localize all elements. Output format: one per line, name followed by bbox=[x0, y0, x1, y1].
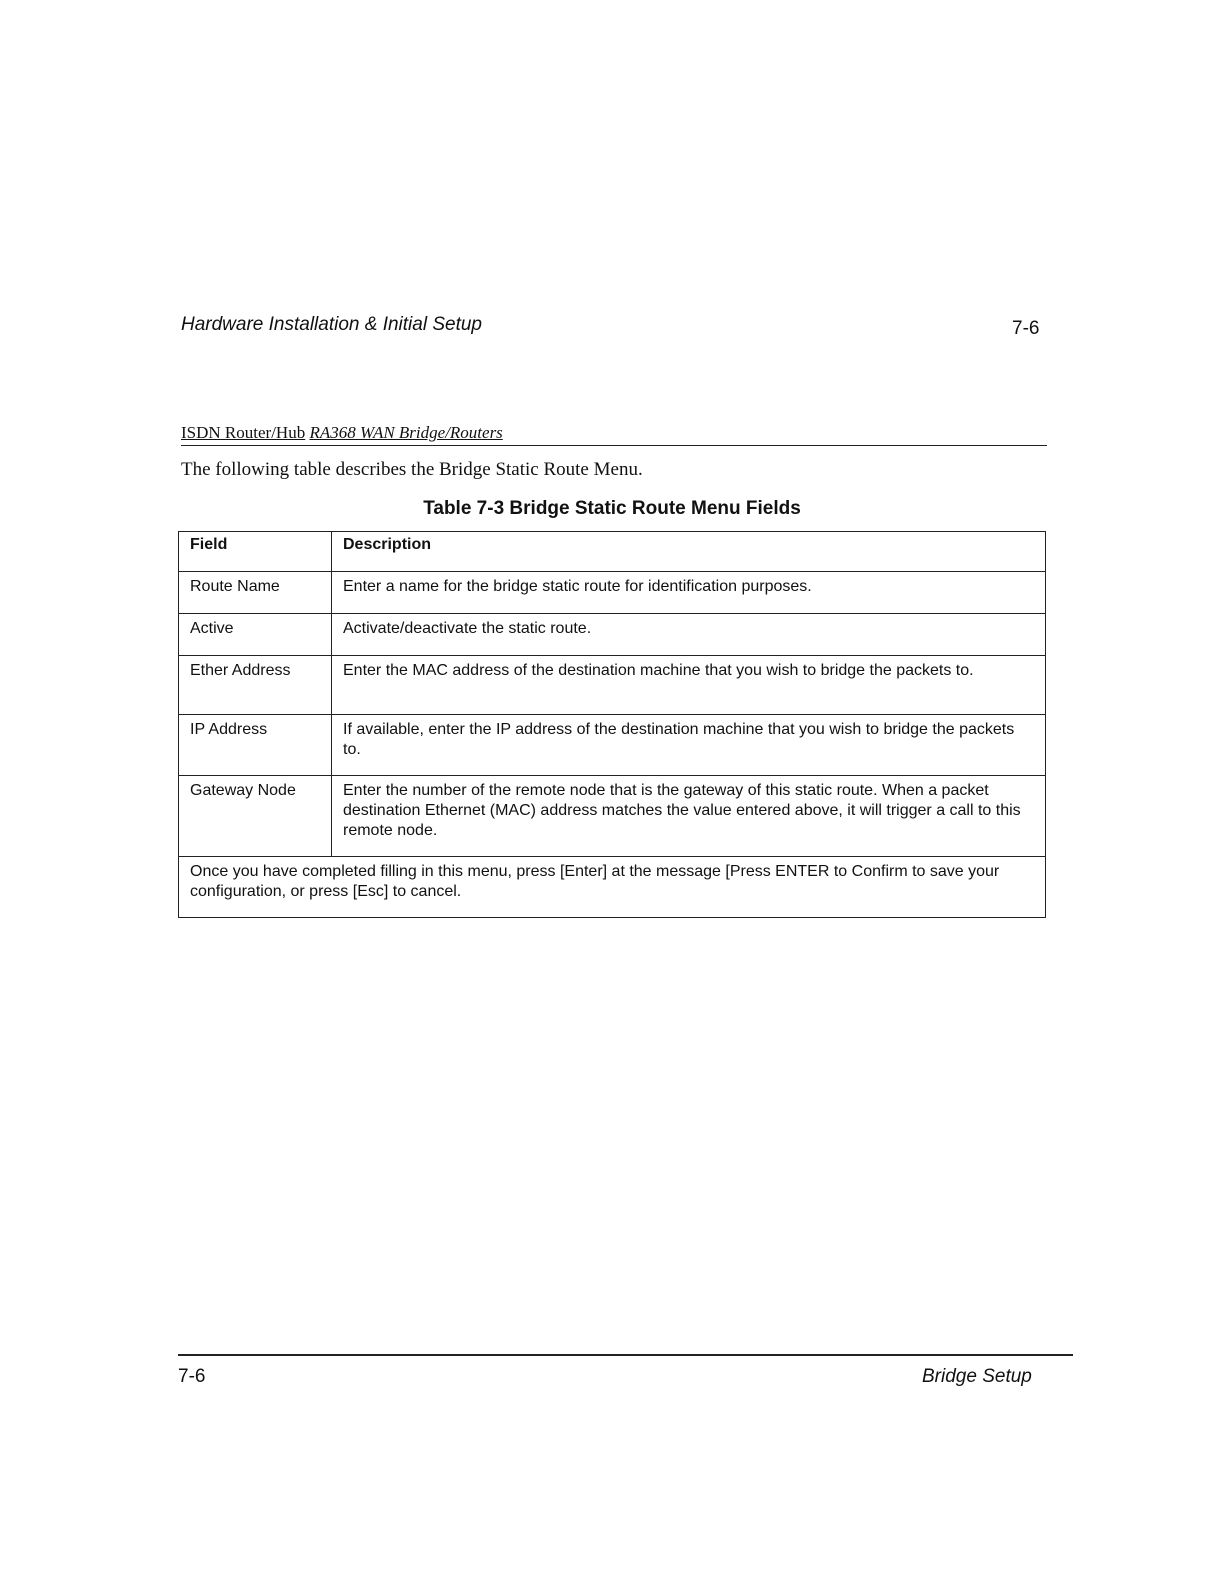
column-header-description: Description bbox=[332, 532, 1046, 572]
footer-divider bbox=[178, 1354, 1073, 1356]
footer-page-number: 7-6 bbox=[178, 1366, 206, 1387]
footer-section-title: Bridge Setup bbox=[922, 1366, 1032, 1387]
field-cell: Active bbox=[179, 614, 332, 656]
table-note-row bbox=[179, 857, 1046, 918]
table-row bbox=[179, 614, 1046, 656]
table-row bbox=[179, 572, 1046, 614]
field-cell: Gateway Node bbox=[179, 776, 332, 857]
table-caption: Table 7-3 Bridge Static Route Menu Fields bbox=[423, 498, 801, 519]
description-cell: Enter the MAC address of the destination machine that you wish to bridge the packets to. bbox=[332, 656, 1046, 715]
description-cell: Enter a name for the bridge static route for identification purposes. bbox=[332, 572, 1046, 614]
product-model: RA368 WAN Bridge/Routers bbox=[309, 423, 503, 442]
column-header-field: Field bbox=[179, 532, 332, 572]
running-header-title: Hardware Installation & Initial Setup bbox=[181, 314, 482, 335]
description-cell: Enter the number of the remote node that is the gateway of this static route. When a packet destination Ethernet (MAC) address matches the value entered above, it will trigger a call to this remote node. bbox=[332, 776, 1046, 857]
table-header-row bbox=[179, 532, 1046, 572]
table-row bbox=[179, 776, 1046, 857]
field-cell: Ether Address bbox=[179, 656, 332, 715]
intro-paragraph: The following table describes the Bridge Static Route Menu. bbox=[181, 459, 643, 480]
product-subheader bbox=[181, 423, 1047, 446]
table-row bbox=[179, 715, 1046, 776]
field-cell: IP Address bbox=[179, 715, 332, 776]
running-header-page-number: 7-6 bbox=[1012, 318, 1040, 339]
fields-table bbox=[178, 531, 1046, 918]
product-name: ISDN Router/Hub bbox=[181, 423, 306, 442]
table-row bbox=[179, 656, 1046, 715]
field-cell: Route Name bbox=[179, 572, 332, 614]
description-cell: Activate/deactivate the static route. bbox=[332, 614, 1046, 656]
table-note: Once you have completed filling in this menu, press [Enter] at the message [Press ENTER to Confirm to save your configuration, or press [Esc] to cancel. bbox=[179, 857, 1046, 918]
description-cell: If available, enter the IP address of the destination machine that you wish to bridge the packets to. bbox=[332, 715, 1046, 776]
